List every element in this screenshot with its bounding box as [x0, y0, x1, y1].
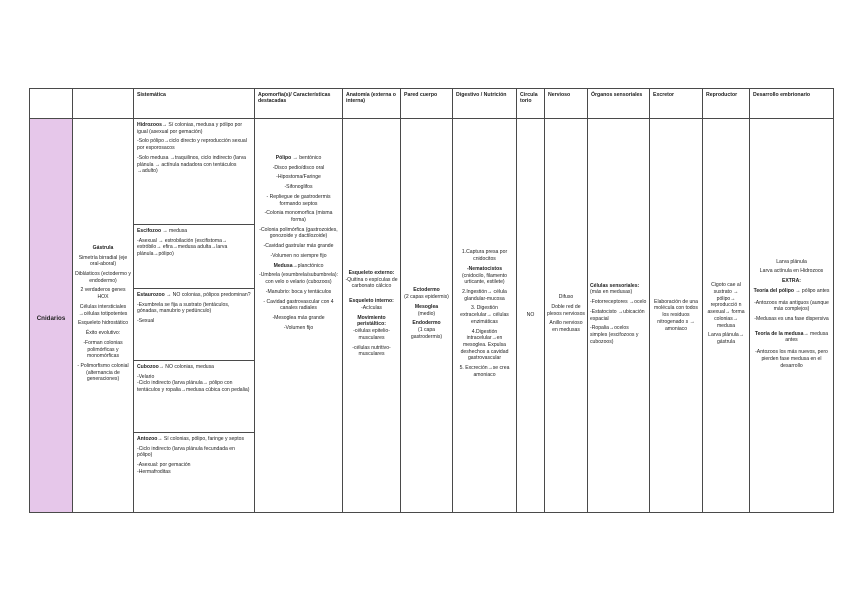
- general-intersticiales: Células intersticiales →células totipotentes: [78, 303, 128, 317]
- sistematica-escifozoo: [134, 225, 254, 289]
- nervioso-difuso: Difuso: [558, 294, 574, 301]
- nematocistos-title: -Nematocistos: [466, 265, 503, 272]
- teoria-polipo-title: Teoría del pólipo →: [753, 287, 801, 294]
- teoria-polipo-item: -Antozoos más antiguos (aunque más complejos): [754, 299, 829, 313]
- teoria-medusa-item: -Antozoos los más nuevos, pero pierden fase medusa en el desarrollo: [755, 349, 828, 369]
- nervioso-anillo: Anillo nervioso en medusas: [549, 320, 583, 334]
- general-exito: Éxito evolutivo:: [85, 330, 121, 337]
- header-digestivo: Digestivo / Nutrición: [453, 89, 517, 119]
- header-reproductor: Reproductor: [703, 89, 750, 119]
- medusa-desc: planctónico: [297, 262, 324, 269]
- ectodermo-text: (2 capas epidermis): [404, 294, 449, 301]
- polipo-item: -Disco pedio/disco oral: [272, 164, 325, 171]
- header-row: [30, 89, 834, 119]
- sistematica-antozoo: [134, 433, 254, 480]
- digestivo-step-3: 3. Digestión extracelular→ células enzimáticas: [460, 305, 509, 325]
- teoria-medusa-desc: medusa antes: [785, 330, 829, 344]
- cubozoo-desc: NO colonias, medusa: [163, 364, 215, 370]
- digestivo-step-2: 2.Ingestión→ célula glandular-mucosa: [462, 288, 507, 302]
- cnidarios-row: [30, 119, 834, 513]
- organos-item: -Fotorreceptores →ocelo: [590, 299, 647, 306]
- general-hox: 2 verdaderos genes HOX: [80, 287, 126, 301]
- polipo-item: -Colonia polimórfica (gastrozoides, gonozoide y dactilozoide): [259, 226, 338, 240]
- escifozoo-title: Escifozoo →: [137, 228, 168, 234]
- header-circulatorio: Circula torio: [517, 89, 545, 119]
- movimiento-item: -células nutritivo-musculares: [352, 344, 391, 358]
- sistematica-cubozoo: [134, 361, 254, 433]
- medusa-item: -Manubrio: boca y tentáculos: [265, 288, 332, 295]
- reproductor-cell: [703, 119, 750, 513]
- sistematica-estaurozoo: [134, 289, 254, 361]
- esqueleto-externo-title: Esqueleto externo:: [348, 270, 395, 277]
- organos-title: Células sensoriales:: [590, 282, 640, 289]
- polipo-title: Pólipo →: [275, 155, 298, 161]
- apomorfias-cell: [255, 119, 343, 513]
- mesoglea-title: Mesoglea: [414, 303, 439, 310]
- esqueleto-externo-text: -Quitina o espículas de carbonato cálcico: [345, 276, 398, 290]
- desarrollo-actinula: Larva actínula en Hidrozoos: [759, 268, 824, 275]
- excretor-cell: [650, 119, 703, 513]
- hidrozoos-item: -Solo medusa →traquilinos, ciclo indirecto (larva plánula → actínula nadadora con tentáculos →adulto): [137, 154, 246, 175]
- medusa-item: -Volumen fijo: [283, 324, 314, 331]
- header-desarrollo: Desarrollo embrionario: [750, 89, 834, 119]
- antozoo-item: -Ciclo indirecto (larva plánula fecundada en pólipo): [137, 445, 235, 459]
- estaurozoo-item: -Sexual: [137, 318, 155, 325]
- esqueleto-interno-text: -Acículas: [361, 304, 382, 311]
- header-anatomia: Anatomía (externa o interna): [343, 89, 401, 119]
- extra-label: EXTRA:: [782, 278, 801, 285]
- hidrozoos-title: Hidrozoos→: [137, 122, 167, 128]
- teoria-polipo-desc: pólipo antes: [800, 287, 830, 294]
- antozoo-title: Antozoo→: [137, 436, 163, 442]
- general-gastrula: Gástrula: [92, 244, 114, 251]
- movimiento-item: -células epitelio-musculares: [353, 328, 390, 341]
- digestivo-cell: [453, 119, 517, 513]
- group-label: Cnidarios: [36, 314, 66, 322]
- organos-item: -Estatocisto →ubicación espacial: [590, 308, 645, 322]
- polipo-item: - Repliegue de gastrodermis formando septos: [266, 193, 331, 207]
- polipo-item: -Volumen no siempre fijo: [270, 252, 327, 259]
- polipo-item: -Sifonoglifos: [284, 184, 313, 191]
- desarrollo-planula: Larva plánula: [776, 258, 807, 265]
- desarrollo-cell: [750, 119, 834, 513]
- estaurozoo-title: Estaurozoo →: [137, 292, 172, 298]
- header-pared: Pared cuerpo: [401, 89, 453, 119]
- general-colonias: -Forman colonias polimórficas y monomórficas: [83, 339, 123, 360]
- circulatorio-cell: [517, 119, 545, 513]
- organos-cell: [588, 119, 650, 513]
- reproductor-ciclo: Cigoto cae al sustrato → pólipo→ reproducció n asexual→ forma colonias→ medusa: [707, 282, 745, 329]
- escifozoo-item: -Asexual → estrobilación (escifistoma→ estróbilo→ efira→medusa adulta→larva plánula→pólipo): [137, 237, 228, 258]
- nematocistos-text: (cnidocilo, filamento urticante, estilete): [461, 272, 507, 286]
- antozoo-item: -Asexual: por gemación: [137, 462, 191, 469]
- endodermo-text: (1 capa gastrodermis): [410, 327, 443, 340]
- medusa-item: -Umbrela (exumbrela/subumbrela): con velo o velario (cubozoos): [259, 272, 338, 286]
- hidrozoos-item: -Solo pólipo→ciclo directo y reproducción sexual por esporosacos: [137, 138, 247, 152]
- reproductor-larva: Larva plánula→ gástrula: [708, 332, 744, 346]
- antozoo-desc: Sí colonias, pólipo, faringe y septos: [162, 436, 245, 442]
- digestivo-step-5: 5. Excreción→se crea amoniaco: [459, 365, 510, 378]
- polipo-desc: bentónico: [297, 155, 322, 161]
- digestivo-step-1: 1.Captura presa por cnidocitos: [461, 249, 508, 263]
- organos-item: -Ropalia→ocelos simples (escifozoos y cubozoos): [590, 325, 639, 345]
- pared-cell: [401, 119, 453, 513]
- general-esqueleto: Esqueleto hidrostático: [77, 320, 129, 327]
- header-nervioso: Nervioso: [545, 89, 588, 119]
- sistematica-hidrozoos: [134, 119, 254, 225]
- endodermo-title: Endodermo: [412, 320, 441, 327]
- cubozoo-item: -Velario: [137, 373, 155, 380]
- circulatorio-value: NO: [526, 312, 535, 319]
- organos-subtitle: (más en medusas): [590, 289, 633, 296]
- estaurozoo-desc: NO colonias, pólipos predominan?: [171, 292, 251, 298]
- group-cell: [30, 119, 73, 513]
- header-blank-2: [73, 89, 134, 119]
- polipo-item: -Colonia monomorfica (misma forma): [264, 210, 333, 224]
- header-blank-1: [30, 89, 73, 119]
- excretor-text: Elaboración de una molécula con todos los residuos nitrogenado s → amoniaco: [654, 298, 698, 332]
- teoria-polipo-item: -Medusas es una fase dispersiva: [754, 316, 829, 322]
- estaurozoo-item: -Exumbrela se fija a sustrato (tentáculos, gónadas, manubrio y pedúnculo): [137, 301, 230, 315]
- mesoglea-text: (medio): [417, 310, 436, 317]
- header-apomorfias: Apomorfía(s)/ Características destacadas: [255, 89, 343, 119]
- nervioso-plexos: Doble red de plexos nerviosos: [547, 303, 585, 317]
- classification-table: [29, 88, 834, 513]
- hidrozoos-desc: Sí colonias, medusa y pólipo por igual (asexual por gemación): [137, 122, 243, 135]
- cubozoo-title: Cubozoo→: [137, 364, 164, 370]
- movimiento-title: Movimiento peristáltico:: [357, 314, 386, 328]
- general-polimorfismo: - Polimorfismo colonial (alternancia de generaciones): [77, 362, 129, 383]
- medusa-title: Medusa→: [273, 262, 298, 269]
- sistematica-cell: [134, 119, 255, 513]
- polipo-item: -Cavidad gastrular más grande: [263, 243, 334, 250]
- antozoo-item: -Hermafroditas: [137, 468, 171, 475]
- nervioso-cell: [545, 119, 588, 513]
- escifozoo-desc: medusa: [167, 228, 188, 234]
- polipo-item: -Hipostoma/Faringe: [276, 174, 321, 181]
- general-cell: [73, 119, 134, 513]
- general-diblasticos: Diblásticos (ectodermo y endodermo): [75, 271, 131, 284]
- digestivo-step-4: 4.Digestión intracelular→en mesoglea. Expulsa deshechos a cavidad gastrovascular: [460, 328, 509, 362]
- header-sistematica: Sistemática: [134, 89, 255, 119]
- cubozoo-item: -Ciclo indirecto (larva plánula→ pólipo con tentáculos y ropalia→medusa cúbica con pedalia): [137, 380, 250, 394]
- medusa-item: -Mesoglea más grande: [272, 314, 325, 321]
- header-organos: Órganos sensoriales: [588, 89, 650, 119]
- header-excretor: Excretor: [650, 89, 703, 119]
- teoria-medusa-title: Teoría de la medusa→: [754, 330, 809, 337]
- anatomia-cell: [343, 119, 401, 513]
- ectodermo-title: Ectodermo: [413, 287, 440, 294]
- general-simetria: Simetría birradial (eje oral-aboral): [78, 254, 128, 268]
- esqueleto-interno-title: Esqueleto interno:: [349, 298, 394, 305]
- medusa-item: - Cavidad gastrovascular con 4 canales radiales: [263, 298, 334, 312]
